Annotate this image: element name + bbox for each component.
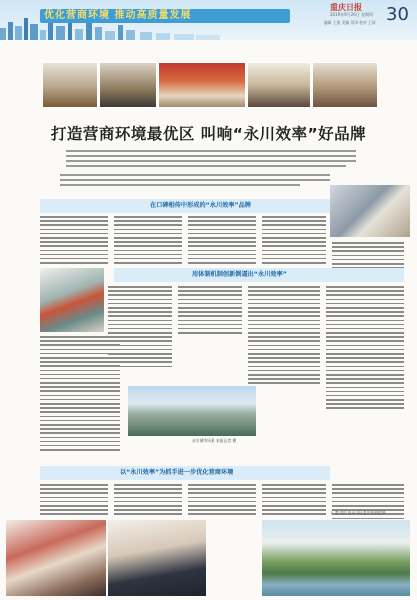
masthead: [0, 0, 417, 40]
photo-staff-at-desk: [312, 62, 378, 108]
photo-city-skyline: [128, 386, 256, 436]
section-1-text-col-1: [40, 216, 108, 266]
photo-service-counter-1: [42, 62, 98, 108]
photo-service-hall: [158, 62, 246, 108]
section-2-text-col-5: [326, 286, 404, 412]
section-2-text-col-3: [178, 286, 242, 336]
section-3-text-col-2: [114, 484, 182, 518]
city-photo-caption: 永川城市风景 本报记者 摄: [192, 438, 237, 443]
photo-workers-inspection: [330, 185, 410, 237]
photo-official-portrait: [108, 520, 206, 596]
section-2-text-col-4: [248, 286, 320, 387]
photo-service-counter-2: [99, 62, 157, 108]
slogan-text: 优化营商环境 推动高质量发展: [44, 10, 192, 21]
headline: 打造营商环境最优区 叫响“永川效率”好品牌: [50, 125, 367, 143]
section-3-text-col-3: [188, 484, 256, 518]
photo-service-window: [247, 62, 311, 108]
photo-lakeside-landscape: [262, 520, 410, 596]
section-1-text-col-2: [114, 216, 182, 266]
section-1-text-col-3: [188, 216, 256, 266]
staff-line: 编辑 王凯 美编 刘涛 校对 王琼: [324, 20, 376, 25]
section-2-text-col-2: [108, 286, 172, 370]
newspaper-name: 重庆日报: [330, 2, 362, 12]
service-hall-photo-strip: [42, 62, 378, 108]
section-3-title: 以“永川效率”为抓手进一步优化营商环境: [120, 469, 234, 476]
issue-date: 2019年9月26日 星期四: [330, 12, 374, 17]
section-2-title: 用体制机制创新倒逼出“永川效率”: [192, 271, 287, 278]
footer-credit: 王 寰 图片由永川区委宣传部提供: [330, 510, 386, 515]
section-3-text-col-1: [40, 484, 108, 518]
section-1-text-col-4: [262, 216, 326, 266]
section-1-title: 在口碑相传中形成的“永川效率”品牌: [150, 202, 251, 209]
page-number: 30: [386, 4, 409, 25]
section-3-text-col-4: [262, 484, 326, 518]
photo-certificate-handover: [6, 520, 106, 596]
photo-industrial-crane: [40, 268, 104, 332]
